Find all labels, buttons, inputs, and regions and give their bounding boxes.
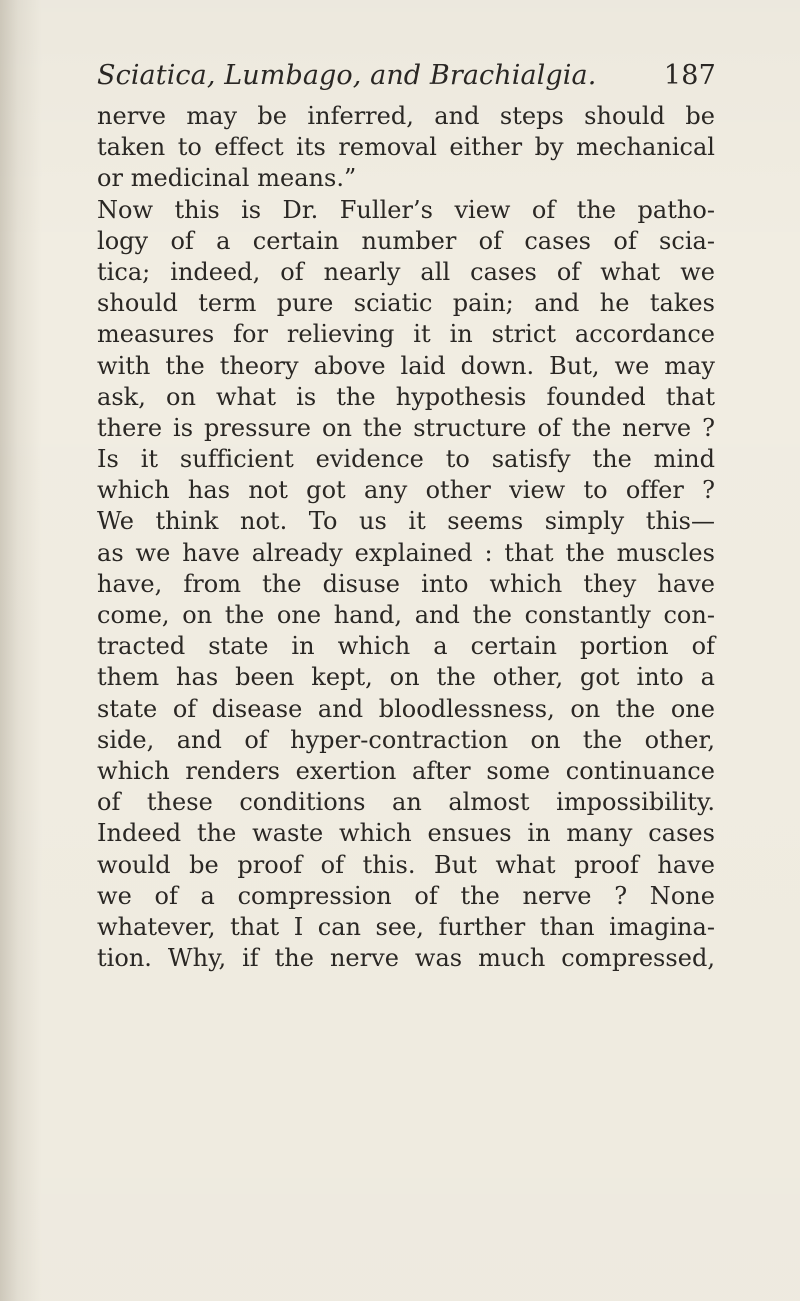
text-line: of these conditions an almost impossibility. (97, 788, 715, 817)
text-line: with the theory above laid down. But, we may (97, 351, 715, 380)
text-line: should term pure sciatic pain; and he takes (97, 289, 715, 318)
text-line: have, from the disuse into which they have (97, 569, 715, 598)
text-line: there is pressure on the structure of the nerve ? (97, 413, 715, 442)
text-line: tracted state in which a certain portion of (97, 632, 715, 661)
text-line: we of a compression of the nerve ? None (97, 881, 715, 910)
text-line: Indeed the waste which ensues in many cases (97, 819, 715, 848)
text-line: ask, on what is the hypothesis founded that (97, 382, 715, 411)
text-line: as we have already explained : that the muscles (97, 538, 715, 567)
text-line: which renders exertion after some continuance (97, 756, 715, 785)
text-line: would be proof of this. But what proof have (97, 850, 715, 879)
text-line: or medicinal means.” (97, 164, 357, 193)
text-line: logy of a certain number of cases of scia- (97, 226, 715, 255)
text-line: state of disease and bloodlessness, on the one (97, 694, 715, 723)
text-line: side, and of hyper-contraction on the other, (97, 725, 715, 754)
text-line: come, on the one hand, and the constantly con- (97, 601, 715, 629)
text-line: We think not. To us it seems simply this— (97, 507, 715, 536)
text-line: Is it sufficient evidence to satisfy the mind (97, 445, 715, 474)
page-number: 187 (663, 59, 716, 91)
text-line: them has been kept, on the other, got into a (97, 663, 715, 692)
text-line: tica; indeed, of nearly all cases of what we (97, 257, 715, 286)
page-header (97, 52, 716, 98)
text-line: nerve may be inferred, and steps should be (97, 102, 715, 130)
text-line: Now this is Dr. Fuller’s view of the patho- (97, 195, 715, 224)
text-line: taken to effect its removal either by mechanical (97, 133, 715, 162)
text-line: measures for relieving it in strict accordance (97, 320, 715, 349)
text-line: tion. Why, if the nerve was much compressed, (97, 944, 715, 973)
body-text (97, 101, 715, 974)
text-line: whatever, that I can see, further than imagina- (97, 912, 715, 941)
running-title: Sciatica, Lumbago, and Brachialgia. (97, 59, 597, 91)
text-line: which has not got any other view to offer ? (97, 476, 715, 505)
